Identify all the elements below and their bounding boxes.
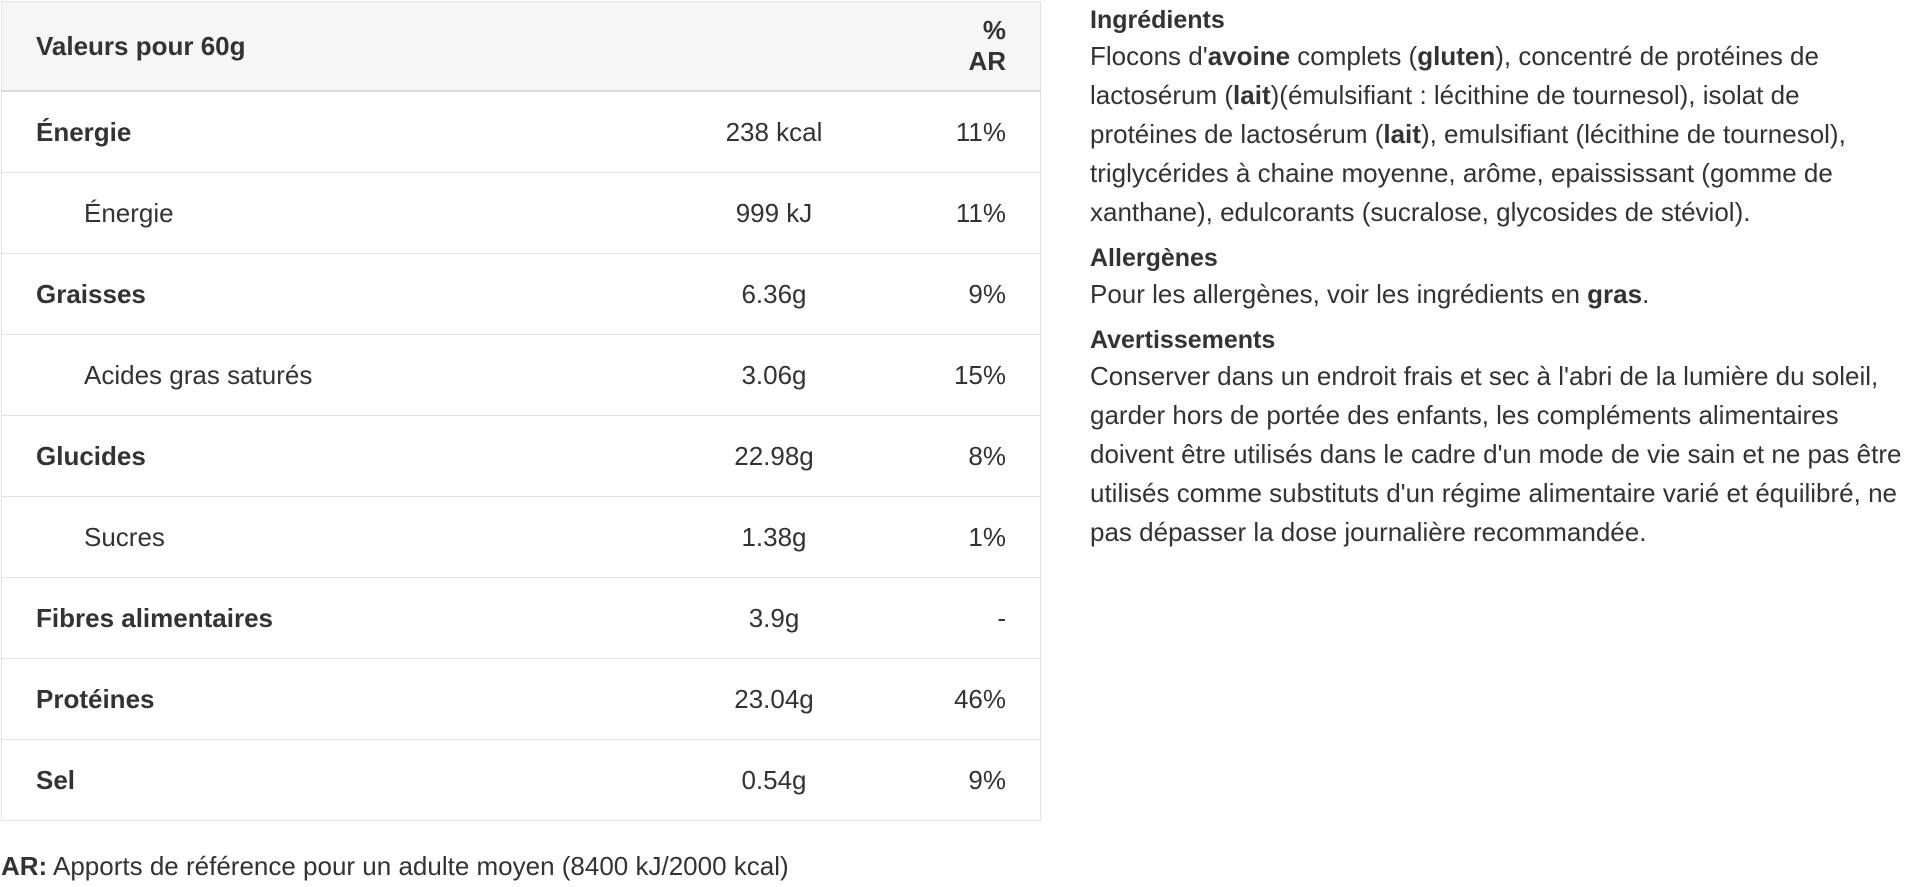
nutrition-row [2, 416, 1041, 497]
header-name: Valeurs pour 60g [2, 2, 605, 92]
warnings-heading: Avertissements [1090, 326, 1276, 354]
nutrient-value: 0.54g [741, 764, 807, 795]
nutrient-ar: 46% [944, 659, 1041, 740]
ingredients-section [1090, 4, 1910, 232]
warnings-section [1090, 324, 1910, 552]
nutrition-row [2, 740, 1041, 821]
nutrition-row [2, 659, 1041, 740]
header-row [2, 2, 1041, 92]
ingredient-allergen: lait [1383, 119, 1421, 149]
allergens-section [1090, 242, 1910, 314]
nutrition-row [2, 91, 1041, 173]
allergens-text-after: . [1642, 279, 1650, 309]
nutrition-table [1, 1, 1041, 821]
ingredient-text-segment: Flocons d' [1090, 41, 1208, 71]
nutrient-name: Fibres alimentaires [2, 578, 605, 659]
nutrient-ar: 9% [944, 254, 1041, 335]
allergens-text [1090, 275, 1910, 314]
nutrient-ar: 15% [944, 335, 1041, 416]
ingredient-text-segment: ), emulsifiant (lécithine de tournesol), triglycérides à chaine moyenne, arôme, epaississant (gomme de xanthane), edulcorants (sucralose, glycosides de stéviol). [1090, 119, 1846, 227]
nutrient-value: 238 kcal [604, 91, 944, 173]
nutrition-table-header [2, 2, 1041, 92]
nutrient-name: Sel [36, 764, 76, 795]
nutrition-table-body [2, 91, 1041, 821]
footnote-label: AR: [1, 851, 48, 881]
nutrient-value: 23.04g [604, 659, 944, 740]
header-value [604, 2, 944, 92]
header-ar: % AR [944, 2, 1041, 92]
ingredient-text-segment: complets ( [1290, 41, 1418, 71]
ingredients-text [1090, 37, 1910, 232]
allergens-text-main: Pour les allergènes, voir les ingrédients en [1090, 279, 1588, 309]
nutrient-value: 999 kJ [604, 173, 944, 254]
ingredient-text-segment: ), concentré de protéines de lactosérum ( [1090, 41, 1819, 110]
nutrient-ar: 9% [968, 764, 1006, 795]
nutrient-name: Sucres [2, 497, 605, 578]
nutrient-name: Protéines [2, 659, 605, 740]
nutrition-row [2, 497, 1041, 578]
nutrient-value: 1.38g [604, 497, 944, 578]
nutrient-name: Graisses [2, 254, 605, 335]
nutrient-value: 22.98g [604, 416, 944, 497]
nutrition-row [2, 254, 1041, 335]
ingredient-allergen: gluten [1417, 41, 1496, 71]
ingredient-text-segment: )(émulsifiant : lécithine de tournesol), isolat de protéines de lactosérum ( [1090, 80, 1800, 149]
allergens-text-bold: gras [1587, 279, 1643, 309]
product-info-panel [1090, 4, 1910, 562]
ingredient-allergen: lait [1233, 80, 1271, 110]
nutrition-row [2, 335, 1041, 416]
nutrient-name: Énergie [2, 173, 605, 254]
nutrient-value: 3.9g [604, 578, 944, 659]
allergens-heading: Allergènes [1090, 244, 1218, 272]
nutrient-ar: 8% [944, 416, 1041, 497]
nutrient-ar: 1% [944, 497, 1041, 578]
footnote-text: Apports de référence pour un adulte moyen (8400 kJ/2000 kcal) [47, 851, 789, 881]
nutrient-value: 6.36g [604, 254, 944, 335]
nutrient-name: Énergie [2, 91, 605, 173]
nutrient-name: Glucides [2, 416, 605, 497]
footnote [1, 849, 789, 883]
nutrient-value: 3.06g [604, 335, 944, 416]
nutrition-row [2, 173, 1041, 254]
ingredient-allergen: avoine [1207, 41, 1291, 71]
nutrient-name: Acides gras saturés [2, 335, 605, 416]
nutrient-ar: 11% [944, 91, 1041, 173]
nutrition-row [2, 578, 1041, 659]
nutrient-ar: 11% [944, 173, 1041, 254]
ingredients-heading: Ingrédients [1090, 6, 1225, 34]
nutrient-ar: - [944, 578, 1041, 659]
warnings-text: Conserver dans un endroit frais et sec à l'abri de la lumière du soleil, garder hors de portée des enfants, les compléments alimentaires doivent être utilisés dans le cadre d'un mode de vie sain et ne pas être utilisés comme substituts d'un régime alimentaire varié et équilibré, ne pas dépasser la dose journalière recommandée. [1090, 361, 1902, 547]
